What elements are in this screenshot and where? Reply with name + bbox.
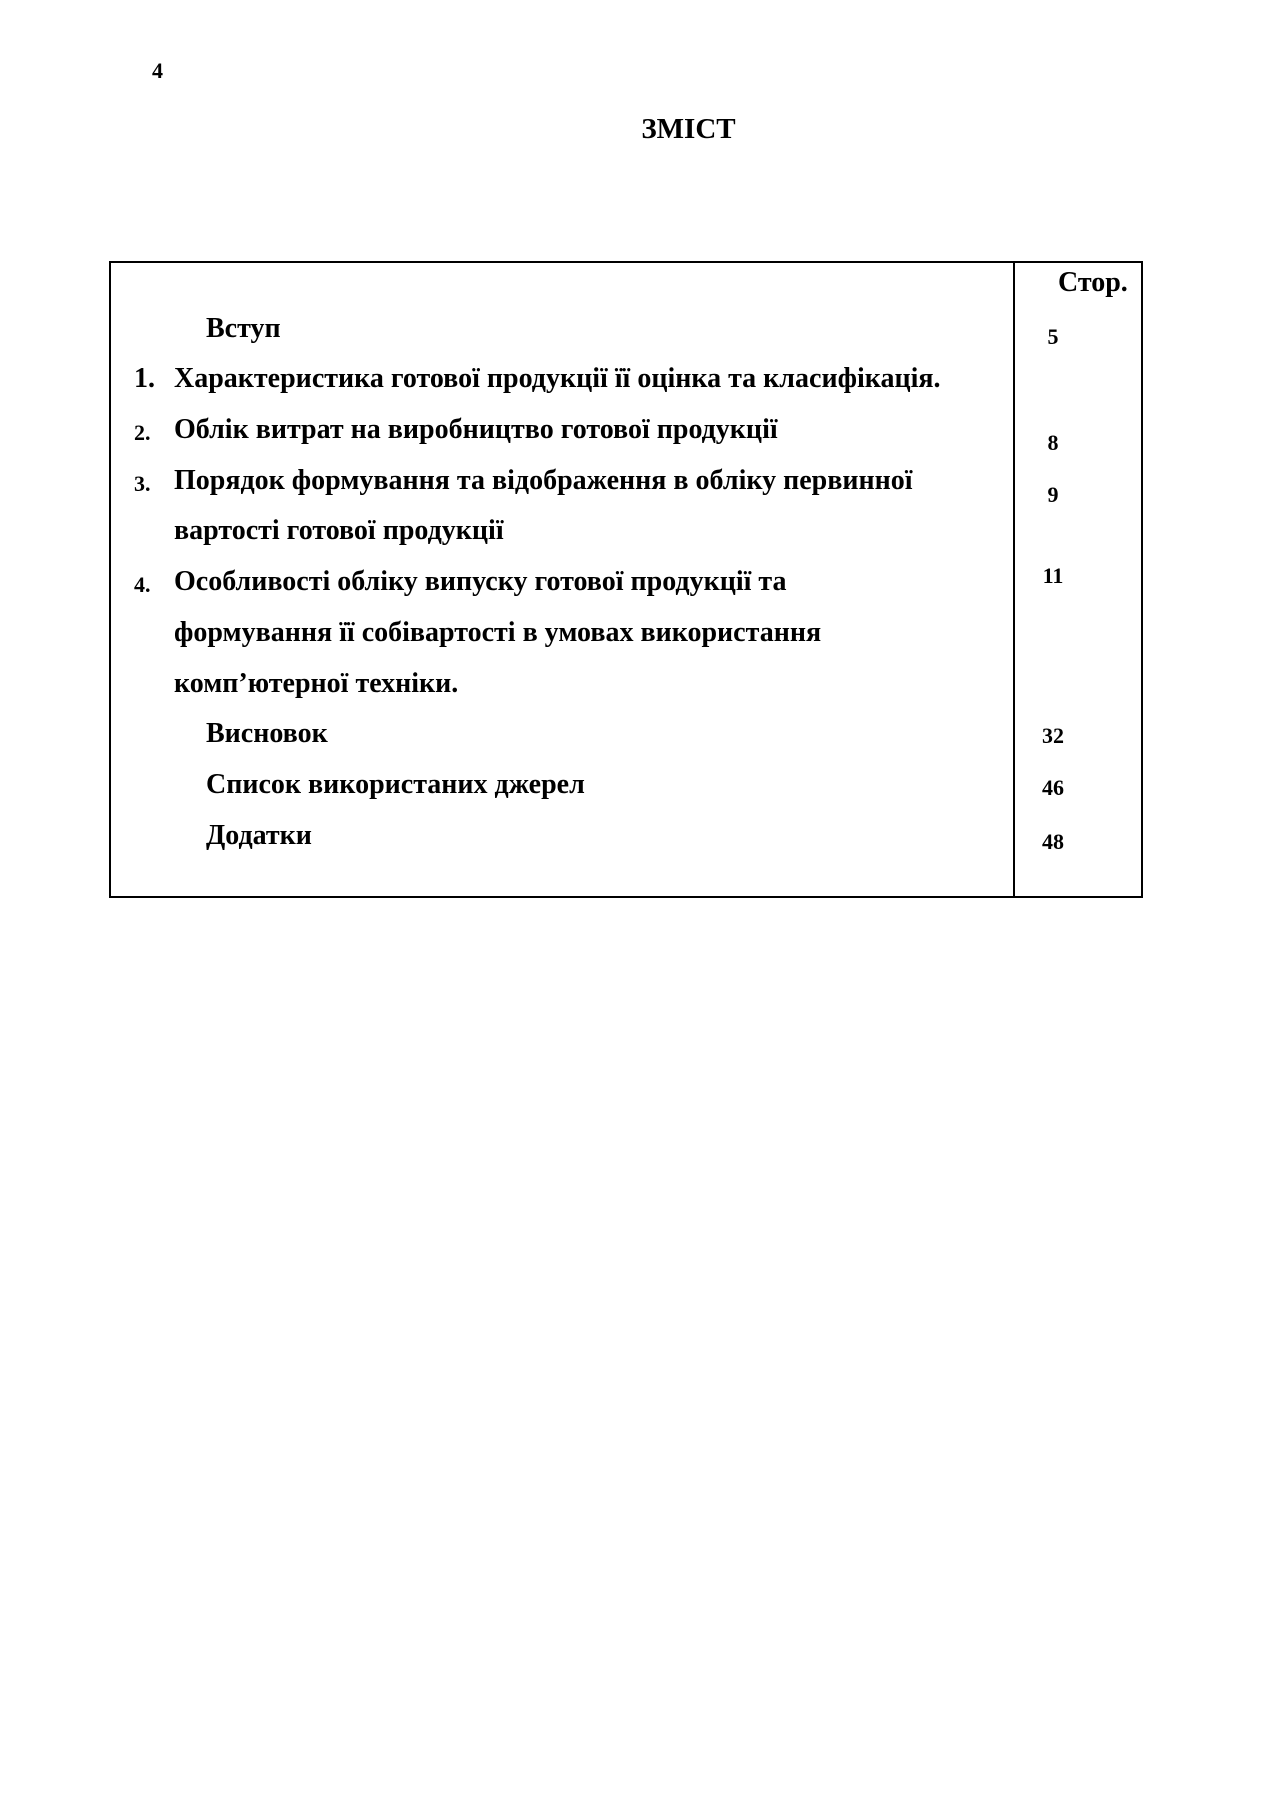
toc-num-s4: 4. [134,572,151,597]
toc-entry-conclusion: Висновок [206,718,328,749]
toc-page-appendices: 48 [1042,829,1064,854]
toc-page-s3: 9 [1047,482,1059,507]
toc-entry-appendices: Додатки [206,820,312,851]
pages-column-header: Стор. [1058,267,1128,298]
page-number: 4 [152,58,163,83]
toc-entry-s4-line3: комп’ютерної техніки. [174,668,459,699]
toc-num-s2: 2. [134,420,151,445]
toc-num-s3: 3. [134,471,151,496]
page-title: ЗМІСТ [641,113,736,145]
toc-num-s1: 1. [134,363,155,394]
toc-entry-s4-line2: формування її собівартості в умовах використання [174,617,822,648]
toc-entry-sources: Список використаних джерел [206,769,585,800]
toc-page-s2: 8 [1047,430,1059,455]
toc-entry-s4-line1: Особливості обліку випуску готової продукції та [174,566,787,597]
toc-page-conclusion: 32 [1042,723,1064,748]
toc-page-s4: 11 [1042,563,1064,588]
toc-entry-s2: Облік витрат на виробництво готової продукції [174,414,778,445]
toc-entry-s3-line2: вартості готової продукції [174,515,504,546]
toc-page-intro: 5 [1047,324,1059,349]
toc-entry-s3-line1: Порядок формування та відображення в обліку первинної [174,465,913,496]
toc-entry-intro: Вступ [206,313,281,344]
toc-page-sources: 46 [1042,775,1064,800]
toc-entry-s1: Характеристика готової продукції її оцінка та класифікація. [174,363,941,394]
